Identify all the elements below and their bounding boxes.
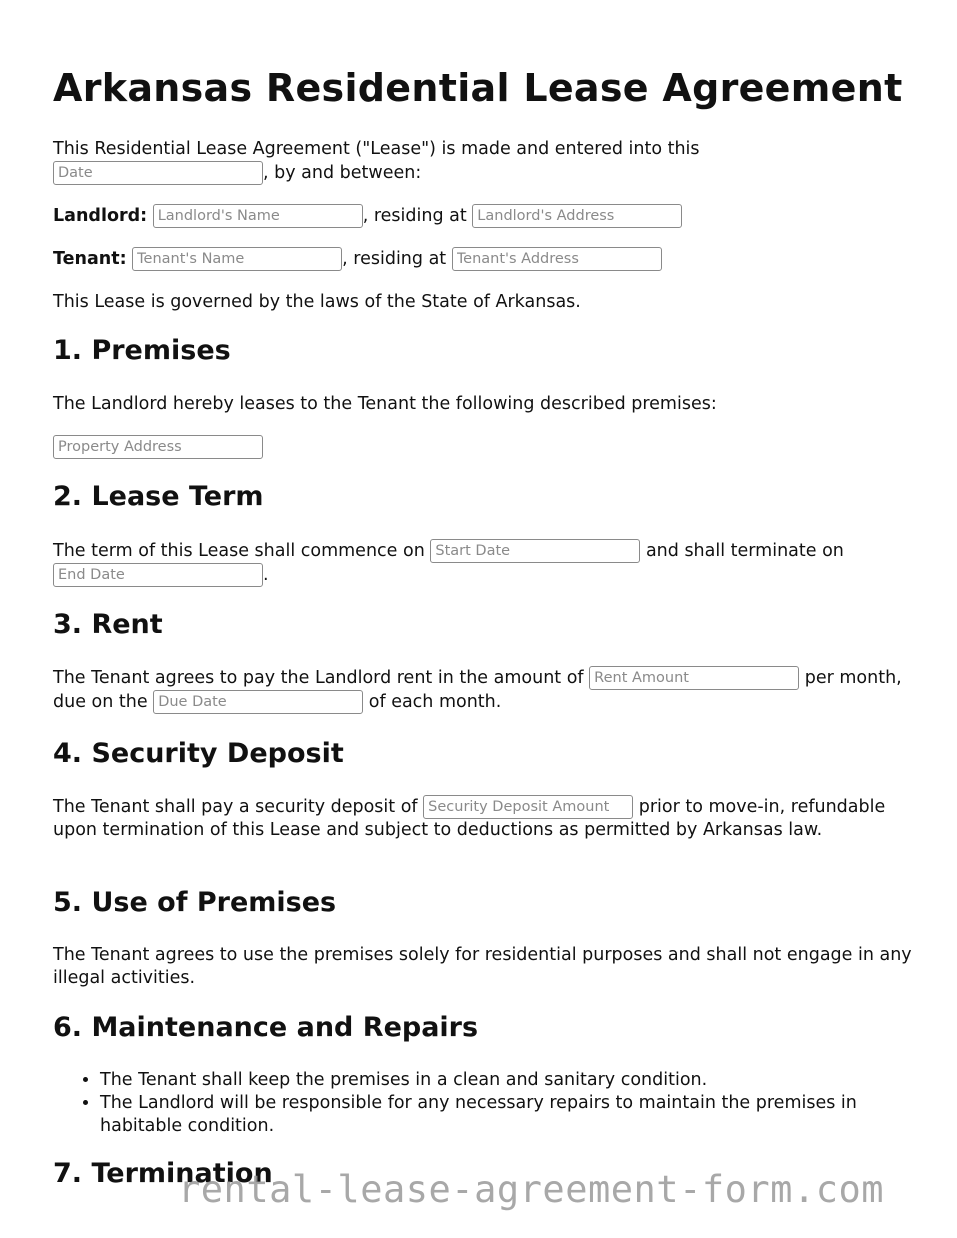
landlord-label: Landlord: xyxy=(53,206,148,226)
deposit-text-after: prior to move-in, refundable upon termination of this Lease and subject to deductions as permitted by Arkansas law. xyxy=(53,797,886,840)
tenant-label: Tenant: xyxy=(53,249,127,269)
governing-law-text: This Lease is governed by the laws of the State of Arkansas. xyxy=(53,292,581,312)
rent-text-after: of each month. xyxy=(368,692,502,712)
due-date-field[interactable] xyxy=(153,690,363,714)
rent-heading: 3. Rent xyxy=(53,609,163,640)
landlord-name-field[interactable] xyxy=(153,204,363,228)
maintenance-list xyxy=(53,1069,934,1138)
premises-field-line xyxy=(53,435,913,459)
security-deposit-paragraph xyxy=(53,795,913,842)
lease-term-heading: 2. Lease Term xyxy=(53,481,264,512)
premises-heading: 1. Premises xyxy=(53,335,231,366)
lease-term-text-middle: and shall terminate on xyxy=(645,541,844,561)
tenant-line xyxy=(53,247,913,271)
premises-text: The Landlord hereby leases to the Tenant the following described premises: xyxy=(53,394,717,414)
landlord-address-field[interactable] xyxy=(472,204,682,228)
tenant-address-field[interactable] xyxy=(452,247,662,271)
rent-amount-field[interactable] xyxy=(589,666,799,690)
rent-paragraph xyxy=(53,666,913,714)
security-deposit-field[interactable] xyxy=(423,795,633,819)
lease-term-paragraph xyxy=(53,539,913,587)
use-of-premises-heading: 5. Use of Premises xyxy=(53,887,337,918)
tenant-name-field[interactable] xyxy=(132,247,342,271)
termination-heading: 7. Termination xyxy=(53,1158,273,1189)
maintenance-heading: 6. Maintenance and Repairs xyxy=(53,1012,479,1043)
security-deposit-heading: 4. Security Deposit xyxy=(53,738,344,769)
intro-text-after: , by and between: xyxy=(263,163,422,183)
lease-term-text: The term of this Lease shall commence on xyxy=(53,541,425,561)
watermark-text: rental-lease-agreement-form.com xyxy=(178,1168,885,1211)
rent-text-middle: per month, due on the xyxy=(53,668,902,712)
list-item: • The Landlord will be responsible for any necessary repairs to maintain the premises in habitable condition. xyxy=(100,1092,934,1138)
landlord-line xyxy=(53,204,913,228)
property-address-field[interactable] xyxy=(53,435,263,459)
intro-paragraph xyxy=(53,138,913,185)
list-item: • The Tenant shall keep the premises in a clean and sanitary condition. xyxy=(100,1069,934,1092)
deposit-text: The Tenant shall pay a security deposit of xyxy=(53,797,418,817)
end-date-field[interactable] xyxy=(53,563,263,587)
lease-term-period: . xyxy=(263,565,269,585)
document-title: Arkansas Residential Lease Agreement xyxy=(53,66,903,110)
start-date-field[interactable] xyxy=(430,539,640,563)
intro-text: This Residential Lease Agreement ("Lease") is made and entered into this xyxy=(53,139,700,159)
use-of-premises-text: The Tenant agrees to use the premises solely for residential purposes and shall not engage in any illegal activities. xyxy=(53,945,912,988)
date-field[interactable] xyxy=(53,161,263,185)
tenant-residing-text: , residing at xyxy=(342,249,447,269)
rent-text: The Tenant agrees to pay the Landlord rent in the amount of xyxy=(53,668,584,688)
landlord-residing-text: , residing at xyxy=(362,206,467,226)
